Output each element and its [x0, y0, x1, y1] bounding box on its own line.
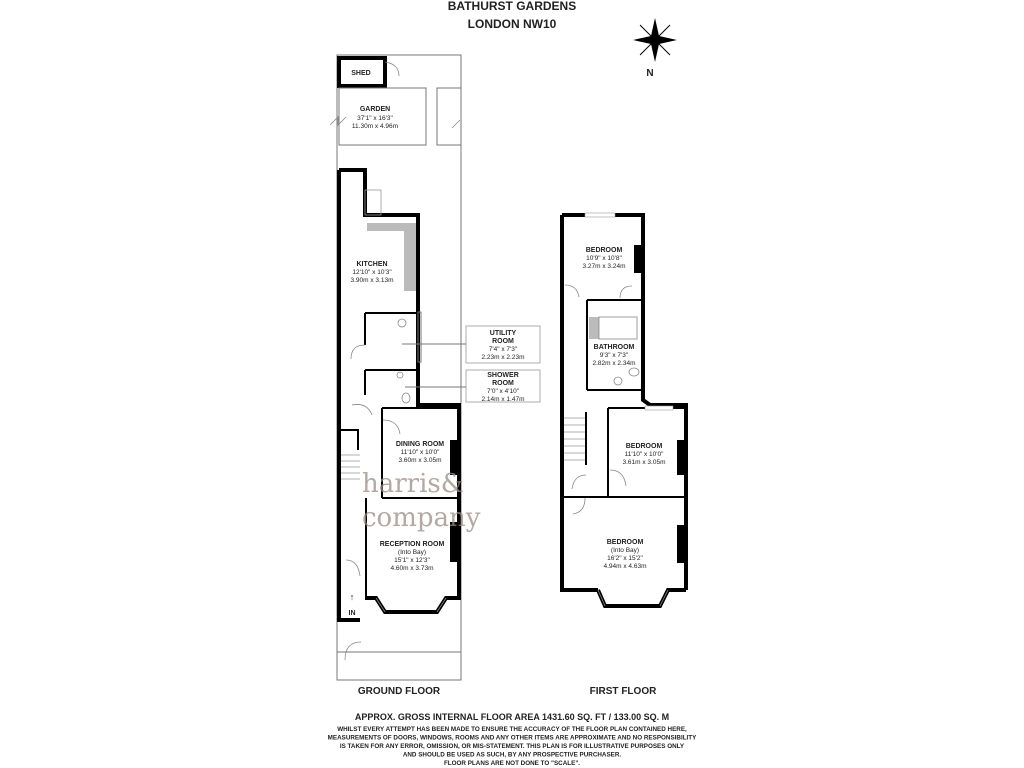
disclaimer-line: MEASUREMENTS OF DOORS, WINDOWS, ROOMS AND ANY OTHER ITEMS ARE APPROXIMATE AND NO RESPONSIBILITY — [327, 734, 697, 742]
bedroom1-imperial: 10'9" x 10'8" — [586, 255, 622, 262]
shower-metric: 2.14m x 1.47m — [481, 396, 525, 403]
utility-label-1: UTILITY — [489, 330, 517, 337]
bedroom3-label: BEDROOM — [606, 539, 644, 546]
garden-metric: 11.30m x 4.96m — [351, 123, 399, 130]
disclaimer-line: IS TAKEN FOR ANY ERROR, OMISSION, OR MIS-STATEMENT. THIS PLAN IS FOR ILLUSTRATIVE PURPOSES ONLY — [339, 743, 685, 750]
shed-label: SHED — [351, 70, 371, 77]
compass-north-label: N — [646, 68, 654, 79]
bathroom-imperial: 9'3" x 7'3" — [599, 352, 629, 359]
shower-label-1: SHOWER — [487, 372, 519, 379]
reception-label: RECEPTION ROOM — [379, 541, 445, 548]
watermark-line1: harris& — [362, 469, 464, 499]
compass-icon — [633, 18, 677, 62]
bathroom-metric: 2.82m x 2.34m — [592, 360, 636, 367]
garden-label: GARDEN — [359, 106, 391, 113]
property-location: LONDON NW10 — [467, 17, 557, 31]
first-floor-label: FIRST FLOOR — [589, 686, 657, 697]
reception-note: (Into Bay) — [397, 549, 427, 556]
garden-imperial: 37'1" x 16'3" — [357, 115, 393, 122]
bedroom1-metric: 3.27m x 3.24m — [582, 263, 626, 270]
property-title: BATHURST GARDENS — [447, 0, 577, 13]
disclaimer-line: FLOOR PLANS ARE NOT DONE TO "SCALE". — [443, 760, 581, 767]
bedroom3-note: (Into Bay) — [610, 547, 640, 554]
shower-imperial: 7'0" x 4'10" — [486, 388, 520, 395]
bathroom-label: BATHROOM — [593, 344, 635, 351]
bedroom2-metric: 3.61m x 3.05m — [622, 459, 666, 466]
ground-floor-plan — [330, 55, 540, 680]
bedroom3-imperial: 16'2" x 15'2" — [607, 555, 643, 562]
dining-label: DINING ROOM — [395, 441, 445, 448]
disclaimer-line: AND SHOULD BE USED AS SUCH, BY ANY PROSPECTIVE PURCHASER. — [402, 751, 622, 759]
dining-metric: 3.60m x 3.05m — [398, 457, 442, 464]
dining-imperial: 11'10" x 10'0" — [400, 449, 440, 456]
utility-imperial: 7'4" x 7'3" — [488, 346, 518, 353]
bedroom3-metric: 4.94m x 4.63m — [603, 563, 647, 570]
kitchen-metric: 3.90m x 3.13m — [350, 277, 394, 284]
bedroom2-imperial: 11'10" x 10'0" — [624, 451, 664, 458]
bedroom1-label: BEDROOM — [585, 247, 623, 254]
utility-label-2: ROOM — [492, 338, 514, 345]
reception-metric: 4.60m x 3.73m — [390, 565, 434, 572]
entrance-arrow-icon: ↑ — [349, 592, 355, 602]
entrance-label: IN — [348, 610, 356, 617]
watermark-line2: company — [362, 503, 481, 533]
reception-imperial: 15'1" x 12'3" — [394, 557, 430, 564]
floor-area: APPROX. GROSS INTERNAL FLOOR AREA 1431.60 SQ. FT / 133.00 SQ. M — [354, 712, 670, 722]
kitchen-label: KITCHEN — [356, 261, 388, 268]
disclaimer-line: WHILST EVERY ATTEMPT HAS BEEN MADE TO ENSURE THE ACCURACY OF THE FLOOR PLAN CONTAINED HERE, — [337, 726, 687, 733]
kitchen-imperial: 12'10" x 10'3" — [352, 269, 392, 276]
shower-label-2: ROOM — [492, 380, 514, 387]
bedroom2-label: BEDROOM — [625, 443, 663, 450]
ground-floor-label: GROUND FLOOR — [357, 686, 441, 697]
utility-metric: 2.23m x 2.23m — [481, 354, 525, 361]
